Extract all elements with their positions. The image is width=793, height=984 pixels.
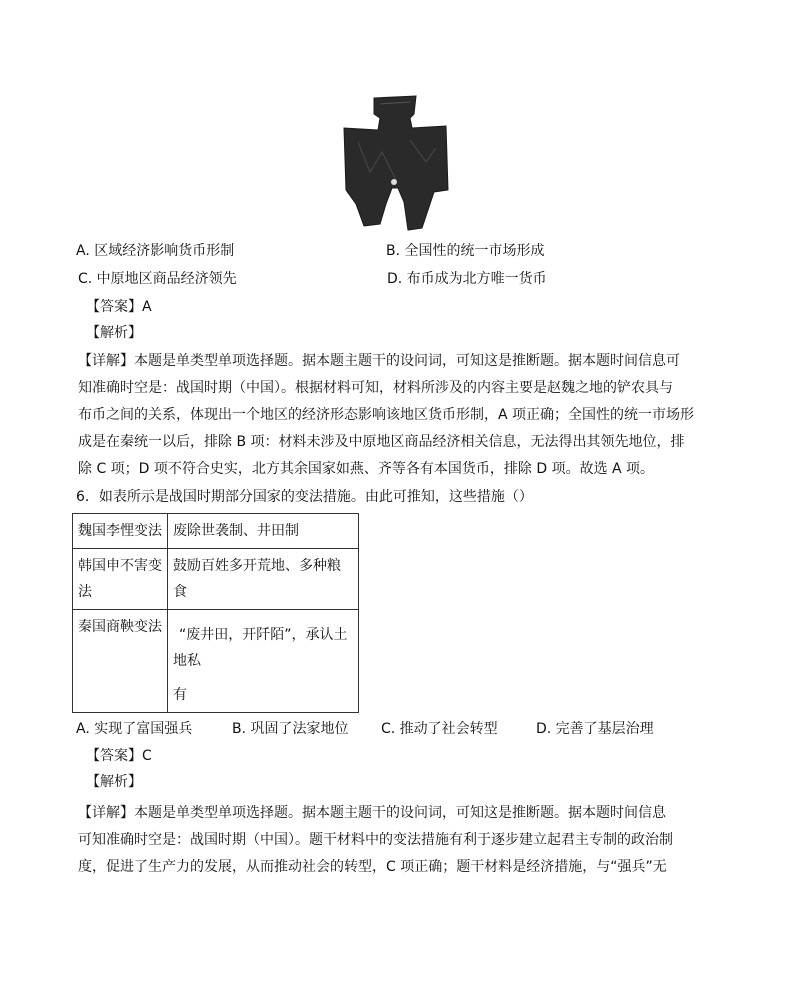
- table-cell-measure: [168, 610, 359, 713]
- q6-detail-line: 度，促进了生产力的发展，从而推动社会的转型，C 项正确；题干材料是经济措施，与“强兵”无: [78, 859, 667, 875]
- q5-detail-line: 除 C 项；D 项不符合史实，北方其余国家如燕、齐等各有本国货币，排除 D 项。故选 A 项。: [78, 461, 655, 477]
- measure-line: 有: [173, 687, 187, 703]
- q6-option-c: C. 推动了社会转型: [381, 721, 498, 737]
- q6-detail-line: 【详解】本题是单类型单项选择题。据本题主题干的设问词，可知这是推断题。据本题时间信息: [78, 805, 666, 821]
- measure-line: 地私: [173, 653, 201, 669]
- q5-option-c: C. 中原地区商品经济领先: [78, 271, 237, 287]
- table-row: [73, 514, 359, 549]
- table-row: [73, 549, 359, 610]
- table-cell-state: 魏国李悝变法: [73, 514, 168, 549]
- q5-option-a: A. 区域经济影响货币形制: [76, 243, 235, 259]
- q6-option-d: D. 完善了基层治理: [536, 721, 654, 737]
- measure-line: “废井田，开阡陌”，承认土: [179, 627, 348, 643]
- spade-coin-image: [340, 92, 450, 234]
- q6-detail-line: 可知准确时空是：战国时期（中国）。题干材料中的变法措施有利于逐步建立起君主专制的政治制: [78, 832, 673, 848]
- q6-detail: [78, 800, 698, 881]
- q5-answer: 【答案】A: [86, 299, 152, 315]
- q5-detail-line: 成是在秦统一以后，排除 B 项：材料未涉及中原地区商品经济相关信息，无法得出其领先地位，排: [78, 434, 685, 450]
- table-cell-state: 秦国商鞅变法: [73, 610, 168, 713]
- q5-detail-line: 知准确时空是：战国时期（中国）。根据材料可知，材料所涉及的内容主要是赵魏之地的铲农具与: [78, 380, 673, 396]
- q5-option-b: B. 全国性的统一市场形成: [386, 243, 545, 259]
- q6-option-a: A. 实现了富国强兵: [76, 721, 193, 737]
- reform-table: [72, 513, 359, 713]
- table-row: [73, 610, 359, 713]
- q6-answer: 【答案】C: [86, 748, 152, 764]
- table-cell-measure: 鼓励百姓多开荒地、多种粮食: [168, 549, 359, 610]
- table-cell-measure: 废除世袭制、井田制: [168, 514, 359, 549]
- q5-analysis-label: 【解析】: [86, 325, 142, 341]
- q5-detail: [78, 348, 698, 483]
- q6-stem: 6．如表所示是战国时期部分国家的变法措施。由此可推知，这些措施（）: [76, 489, 533, 505]
- q5-detail-line: 布币之间的关系，体现出一个地区的经济形态影响该地区货币形制，A 项正确；全国性的统一市场形: [78, 407, 695, 423]
- q6-analysis-label: 【解析】: [86, 774, 142, 790]
- table-cell-state: 韩国申不害变法: [73, 549, 168, 610]
- q5-option-d: D. 布币成为北方唯一货币: [387, 271, 547, 287]
- q6-option-b: B. 巩固了法家地位: [232, 721, 349, 737]
- q5-detail-line: 【详解】本题是单类型单项选择题。据本题主题干的设问词，可知这是推断题。据本题时间信息可: [78, 353, 680, 369]
